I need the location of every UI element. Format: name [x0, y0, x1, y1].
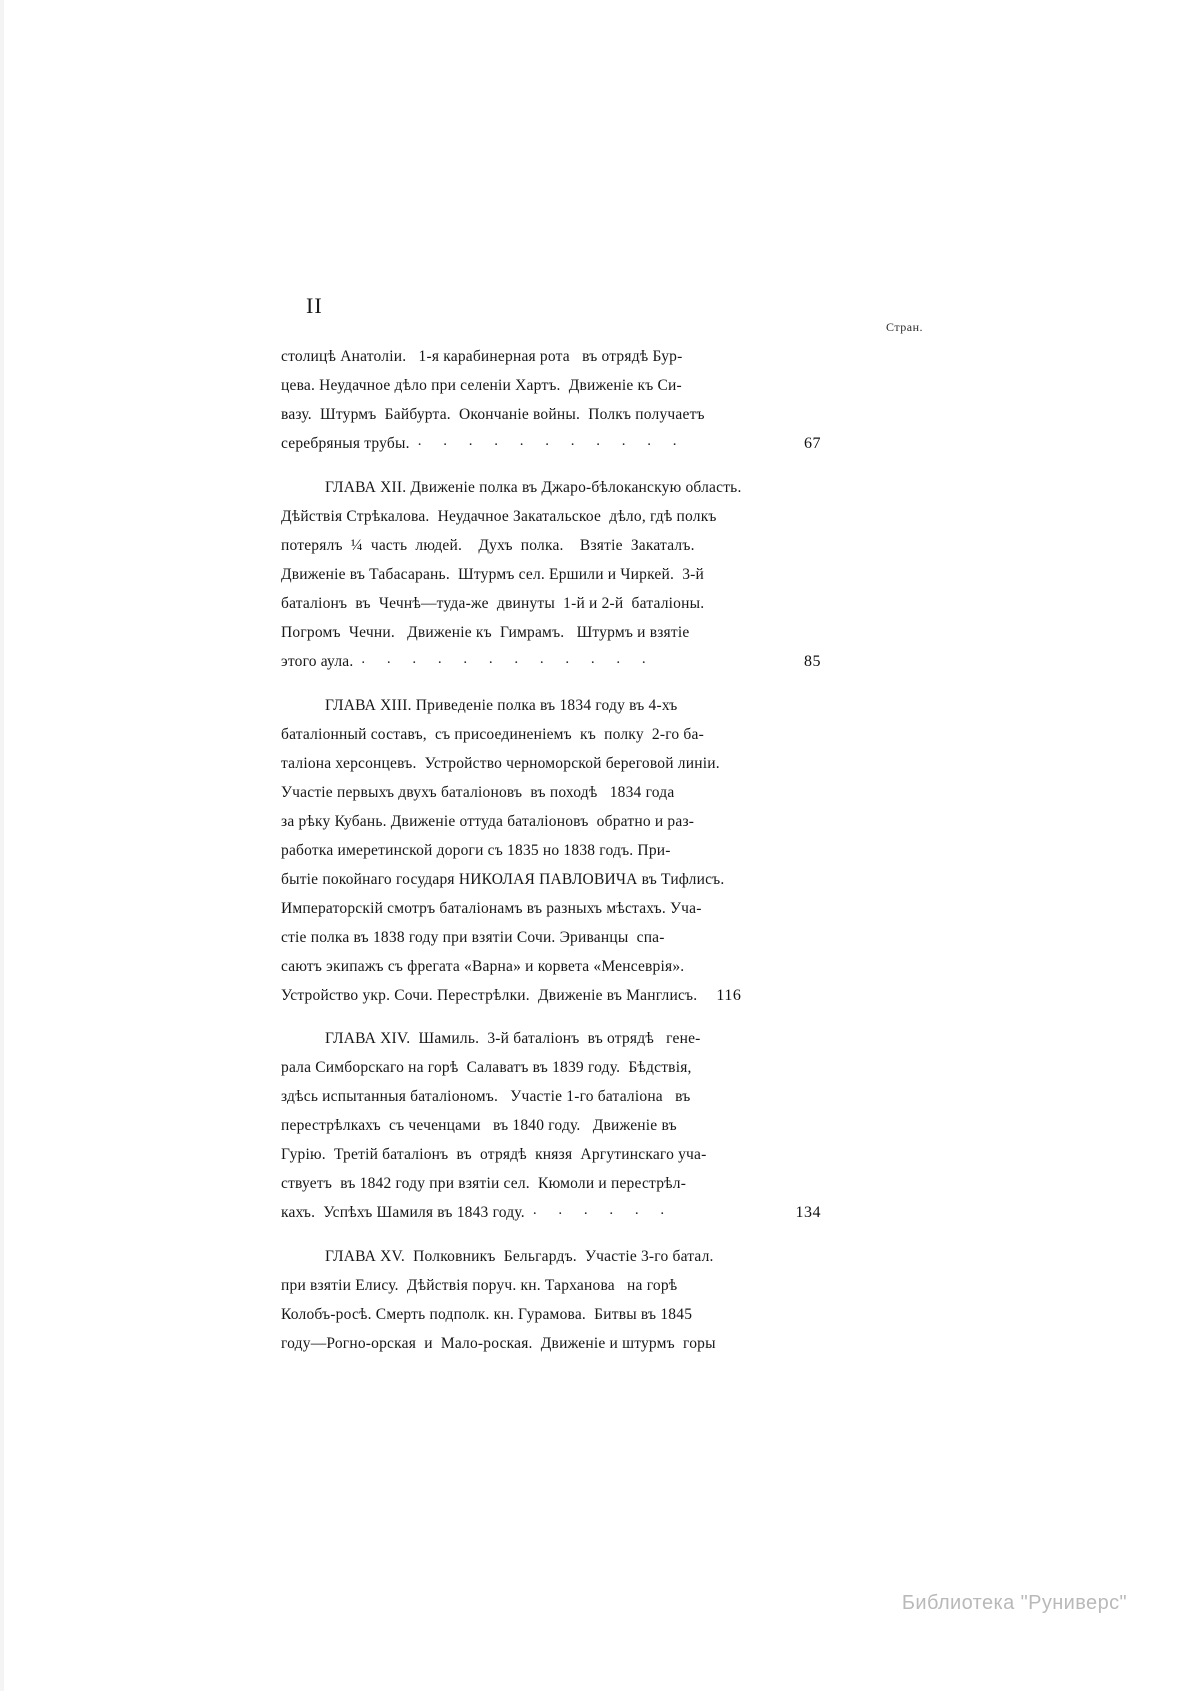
toc-line: ГЛАВА XII. Движеніе полка въ Джаро-бѣлоканскую область.: [325, 479, 742, 496]
toc-line: перестрѣлкахъ съ чеченцами въ 1840 году. Движеніе въ: [281, 1117, 677, 1134]
toc-line: баталіонный составъ, съ присоединеніемъ къ полку 2-го ба-: [281, 726, 704, 743]
toc-entry: [281, 1024, 821, 1228]
toc-line: баталіонъ въ Чечнѣ—туда-же двинуты 1-й и 2-й баталіоны.: [281, 595, 705, 612]
toc-line: за рѣку Кубань. Движеніе оттуда баталіоновъ обратно и раз-: [281, 813, 695, 830]
leader-dots: . . . . . . . . . . . .: [361, 651, 655, 667]
toc-entry: [281, 1242, 821, 1358]
toc-page-number: 67: [804, 435, 821, 452]
toc-page-number: 85: [804, 653, 821, 670]
toc-entry: [281, 342, 821, 459]
toc-entry: [281, 691, 821, 1010]
toc-entry: [281, 473, 821, 677]
toc-line: ГЛАВА XV. Полковникъ Бельгардъ. Участіе 3-го батал.: [325, 1248, 714, 1265]
scan-edge: [0, 0, 4, 1691]
toc-line: таліона херсонцевъ. Устройство черноморской береговой линіи.: [281, 755, 720, 772]
leader-dots: . . . . . .: [532, 1202, 674, 1218]
toc-line: этого аула.: [281, 653, 354, 670]
toc-page-number: 116: [716, 987, 742, 1004]
toc-line: при взятіи Елису. Дѣйствія поруч. кн. Тарханова на горѣ: [281, 1277, 678, 1294]
toc-line: Дѣйствія Стрѣкалова. Неудачное Закатальское дѣло, гдѣ полкъ: [281, 508, 717, 525]
toc-page-number: 134: [795, 1204, 821, 1221]
toc-line: ГЛАВА XIV. Шамиль. 3-й баталіонъ въ отрядѣ гене-: [325, 1030, 701, 1047]
library-watermark: Библиотека "Руниверс": [901, 1592, 1127, 1614]
page-folio: II: [306, 293, 323, 318]
toc-line: Гурію. Третій баталіонъ въ отрядѣ князя Аргутинскаго уча-: [281, 1146, 707, 1163]
column-header-pages: Стран.: [886, 320, 923, 334]
toc-line: здѣсь испытанныя баталіономъ. Участіе 1-го баталіона въ: [281, 1088, 691, 1105]
toc-line: Движеніе въ Табасарань. Штурмъ сел. Ершили и Чиркей. 3-й: [281, 566, 705, 583]
leader-dots: . . . . . . . . . . .: [417, 433, 686, 449]
toc-line: году—Рогно-орская и Мало-роская. Движеніе и штурмъ горы: [281, 1335, 716, 1352]
toc-line: Участіе первыхъ двухъ баталіоновъ въ походѣ 1834 года: [281, 784, 675, 801]
toc-line: Погромъ Чечни. Движеніе къ Гимрамъ. Штурмъ и взятіе: [281, 624, 690, 641]
toc-line: саютъ экипажъ съ фрегата «Варна» и корвета «Менсеврія».: [281, 958, 685, 975]
toc-line: бытіе покойнаго государя НИКОЛАЯ ПАВЛОВИЧА въ Тифлисъ.: [281, 871, 725, 888]
toc-line: ствуетъ въ 1842 году при взятіи сел. Кюмоли и перестрѣл-: [281, 1175, 687, 1192]
toc-line: Устройство укр. Сочи. Перестрѣлки. Движеніе въ Манглисъ.: [281, 987, 698, 1004]
toc-line: работка имеретинской дороги съ 1835 но 1838 годъ. При-: [281, 842, 671, 859]
toc-line: ГЛАВА XIII. Приведеніе полка въ 1834 году въ 4-хъ: [325, 697, 678, 714]
toc-line: серебряныя трубы.: [281, 435, 410, 452]
toc-line: вазу. Штурмъ Байбурта. Окончаніе войны. Полкъ получаетъ: [281, 406, 705, 423]
toc-line: рала Симборскаго на горѣ Салаватъ въ 1839 году. Бѣдствія,: [281, 1059, 692, 1076]
toc-line: Императорскій смотръ баталіонамъ въ разныхъ мѣстахъ. Уча-: [281, 900, 702, 917]
toc-line: стіе полка въ 1838 году при взятіи Сочи. Эриванцы спа-: [281, 929, 665, 946]
toc-line: цева. Неудачное дѣло при селеніи Хартъ. Движеніе къ Си-: [281, 377, 682, 394]
toc-line: потерялъ ¼ часть людей. Духъ полка. Взятіе Закаталъ.: [281, 537, 695, 554]
toc-line: кахъ. Успѣхъ Шамиля въ 1843 году.: [281, 1204, 525, 1221]
table-of-contents: [281, 342, 821, 1372]
toc-line: Колобъ-росѣ. Смерть подполк. кн. Гурамова. Битвы въ 1845: [281, 1306, 693, 1323]
toc-line: столицѣ Анатоліи. 1-я карабинерная рота въ отрядѣ Бур-: [281, 348, 683, 365]
